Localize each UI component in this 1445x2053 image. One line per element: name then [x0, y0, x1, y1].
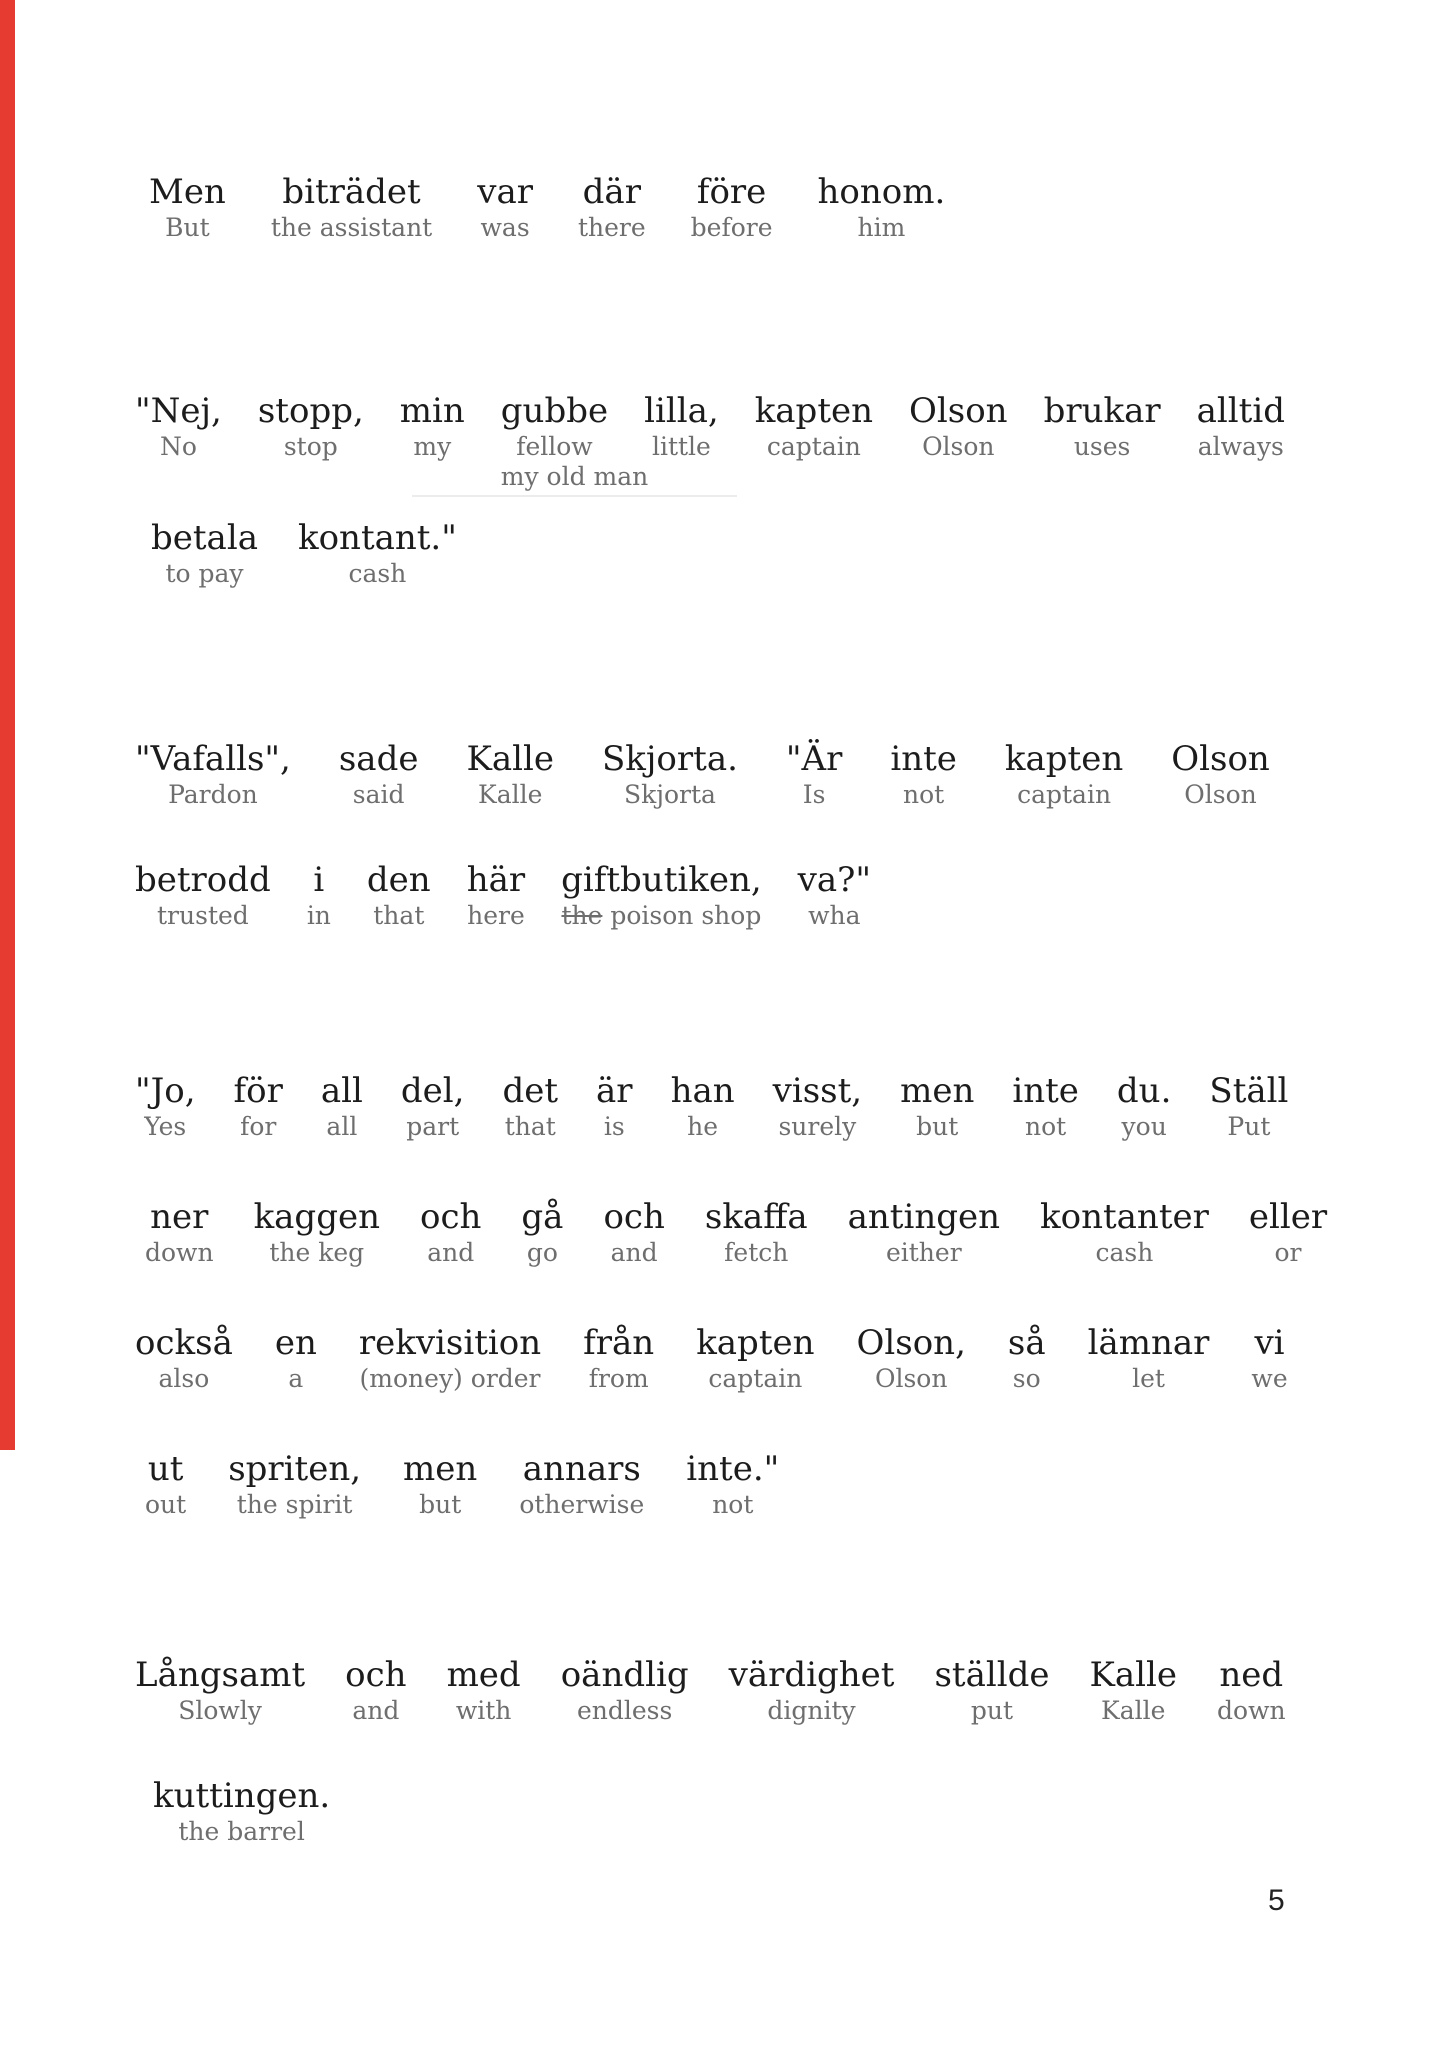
- gloss-word: a: [288, 1364, 304, 1393]
- word-pair: [671, 1071, 735, 1142]
- source-word: vi: [1254, 1323, 1285, 1363]
- word-pair: [1088, 1323, 1210, 1394]
- word-pair: [1249, 1197, 1327, 1268]
- word-pair: [1171, 739, 1270, 810]
- interlinear-line: [135, 1776, 1310, 1847]
- word-pair: [275, 1323, 317, 1394]
- source-word: men: [900, 1071, 975, 1111]
- word-pair: [786, 739, 842, 810]
- word-pair: [467, 860, 525, 931]
- word-pair: [502, 1071, 558, 1142]
- gloss-word: we: [1251, 1364, 1288, 1393]
- word-pair: [773, 1071, 862, 1142]
- source-word: alltid: [1196, 391, 1285, 431]
- source-word: inte: [1012, 1071, 1079, 1111]
- word-pair: [900, 1071, 974, 1142]
- gloss-word: uses: [1073, 432, 1131, 461]
- word-pair: [339, 739, 419, 810]
- source-word: Skjorta.: [602, 739, 738, 779]
- word-pair: [691, 172, 773, 243]
- source-word: "Nej,: [135, 391, 222, 431]
- gloss-word: fellow: [516, 432, 593, 461]
- source-word: Olson: [909, 391, 1008, 431]
- source-word: honom.: [817, 172, 946, 212]
- gloss-word: the keg: [269, 1238, 365, 1267]
- page-number: 5: [1268, 1884, 1285, 1917]
- gloss-word: that: [504, 1112, 556, 1141]
- source-word: min: [399, 391, 465, 431]
- source-word: med: [446, 1655, 521, 1695]
- word-pair: [729, 1655, 895, 1726]
- gloss-word: is: [603, 1112, 625, 1141]
- source-word: inte.": [686, 1449, 780, 1489]
- source-word: också: [135, 1323, 233, 1363]
- gloss-word: the assistant: [270, 213, 433, 242]
- gloss-word: was: [480, 213, 530, 242]
- word-pair: [521, 1197, 563, 1268]
- gloss-word: the spirit: [236, 1490, 353, 1519]
- gloss-word: Olson: [1184, 780, 1257, 809]
- source-word: brukar: [1043, 391, 1161, 431]
- gloss-word: part: [406, 1112, 460, 1141]
- source-word: där: [582, 172, 641, 212]
- gloss-word: wha: [808, 901, 861, 930]
- gloss-word: captain: [766, 432, 861, 461]
- gloss-word: before: [690, 213, 773, 242]
- source-word: här: [466, 860, 526, 900]
- gloss-word: or: [1274, 1238, 1302, 1267]
- gloss-word: otherwise: [519, 1490, 645, 1519]
- interlinear-line: [135, 518, 1310, 589]
- interlinear-line: [135, 860, 1310, 931]
- gloss-word: so: [1012, 1364, 1041, 1393]
- word-pair: [151, 518, 258, 589]
- source-word: Olson: [1171, 739, 1270, 779]
- source-word: biträdet: [282, 172, 421, 212]
- gloss-word: Kalle: [1101, 1696, 1166, 1725]
- gloss-word: go: [526, 1238, 558, 1267]
- source-word: värdighet: [728, 1655, 895, 1695]
- source-word: "Är: [785, 739, 843, 779]
- word-pair: [149, 172, 226, 243]
- gloss-word: always: [1197, 432, 1284, 461]
- source-word: stopp,: [257, 391, 364, 431]
- word-pair: [145, 1449, 186, 1520]
- source-word: rekvisition: [358, 1323, 542, 1363]
- source-word: "Vafalls",: [135, 739, 291, 779]
- gloss-word: let: [1132, 1364, 1165, 1393]
- gloss-word: also: [158, 1364, 210, 1393]
- source-word: kontant.": [297, 518, 457, 558]
- gloss-word: from: [588, 1364, 649, 1393]
- source-word: kaggen: [253, 1197, 380, 1237]
- gloss-word: down: [1217, 1696, 1286, 1725]
- word-pair: [1251, 1323, 1287, 1394]
- source-word: gå: [521, 1197, 564, 1237]
- source-word: va?": [797, 860, 872, 900]
- word-pair: [400, 391, 465, 462]
- word-pair: [135, 860, 271, 931]
- word-pair: [367, 860, 431, 931]
- word-pair: [1217, 1655, 1286, 1726]
- gloss-word: But: [165, 213, 210, 242]
- gloss-word: Put: [1227, 1112, 1271, 1141]
- source-word: så: [1007, 1323, 1046, 1363]
- source-word: oändlig: [560, 1655, 689, 1695]
- gloss-word: down: [145, 1238, 214, 1267]
- source-word: och: [345, 1655, 407, 1695]
- word-pair: [447, 1655, 521, 1726]
- gloss-word: said: [352, 780, 405, 809]
- gloss-word: in: [306, 901, 331, 930]
- interlinear-line: [135, 1449, 1310, 1520]
- gloss-word: little: [651, 432, 711, 461]
- source-word: betala: [151, 518, 258, 558]
- interlinear-text: [135, 172, 1328, 1847]
- source-word: ut: [147, 1449, 184, 1489]
- gloss-word: but: [419, 1490, 462, 1519]
- gloss-word: for: [240, 1112, 277, 1141]
- word-pair: [909, 391, 1008, 462]
- gloss-word: cash: [1095, 1238, 1154, 1267]
- gloss-word: he: [687, 1112, 719, 1141]
- word-pair: [561, 860, 762, 931]
- interlinear-line: [135, 1071, 1310, 1142]
- source-word: du.: [1116, 1071, 1172, 1111]
- word-pair: [603, 1197, 664, 1268]
- interlinear-line: [135, 739, 1310, 810]
- source-word: och: [419, 1197, 482, 1237]
- source-word: betrodd: [135, 860, 271, 900]
- gloss-word: that: [373, 901, 425, 930]
- gloss-word: Slowly: [178, 1696, 262, 1725]
- word-pair: [271, 172, 432, 243]
- word-pair: [755, 391, 873, 462]
- source-word: är: [596, 1071, 633, 1111]
- gloss-word: Pardon: [168, 780, 258, 809]
- interlinear-line: [135, 391, 1310, 498]
- word-pair: [228, 1449, 361, 1520]
- word-pair: [298, 518, 457, 589]
- source-word: sade: [338, 739, 419, 779]
- word-pair: [321, 1071, 363, 1142]
- source-word: men: [403, 1449, 478, 1489]
- gloss-word: and: [427, 1238, 475, 1267]
- word-pair: [145, 1197, 214, 1268]
- word-pair: [561, 1655, 689, 1726]
- word-pair: [307, 860, 331, 931]
- gloss-word: Kalle: [478, 780, 543, 809]
- word-pair: [934, 1655, 1049, 1726]
- source-word: Ställ: [1209, 1071, 1289, 1111]
- struck-gloss-word: the: [561, 901, 603, 930]
- word-pair: [420, 1197, 481, 1268]
- gloss-word: you: [1121, 1112, 1167, 1141]
- source-word: antingen: [847, 1197, 1001, 1237]
- source-word: Men: [149, 172, 226, 212]
- gloss-word: there: [577, 213, 646, 242]
- source-word: kontanter: [1040, 1197, 1209, 1237]
- source-word: Kalle: [466, 739, 554, 779]
- word-pair: [153, 1776, 330, 1847]
- source-word: kapten: [1004, 739, 1124, 779]
- gloss-word: either: [885, 1238, 962, 1267]
- gloss-word: out: [145, 1490, 187, 1519]
- source-word: kapten: [754, 391, 874, 431]
- interlinear-line: [135, 1197, 1328, 1268]
- gloss-word: my: [413, 432, 452, 461]
- word-pair: [890, 739, 957, 810]
- gloss-word: here: [467, 901, 525, 930]
- word-pair: [135, 1655, 305, 1726]
- source-word: i: [313, 860, 325, 900]
- word-pair: [1005, 739, 1123, 810]
- source-word: den: [366, 860, 431, 900]
- gloss-word: trusted: [157, 901, 249, 930]
- source-word: var: [477, 172, 533, 212]
- source-word: det: [502, 1071, 559, 1111]
- source-word: lämnar: [1087, 1323, 1210, 1363]
- word-pair: [1012, 1071, 1079, 1142]
- source-word: del,: [400, 1071, 465, 1111]
- source-word: lilla,: [644, 391, 719, 431]
- gloss-word: captain: [1017, 780, 1112, 809]
- word-pair: [135, 391, 222, 462]
- gloss-word: endless: [576, 1696, 673, 1725]
- word-pair: [359, 1323, 541, 1394]
- word-pair: [1044, 391, 1161, 462]
- gloss-word: put: [970, 1696, 1014, 1725]
- interlinear-line: [135, 1323, 1310, 1394]
- source-word: gubbe: [500, 391, 609, 431]
- source-word: från: [583, 1323, 655, 1363]
- gloss-word: the barrel: [178, 1817, 305, 1846]
- word-pair: [401, 1071, 465, 1142]
- word-pair: [135, 1323, 233, 1394]
- word-pair: [501, 391, 608, 462]
- source-word: kapten: [696, 1323, 815, 1363]
- source-word: kuttingen.: [153, 1776, 331, 1816]
- word-pair: [818, 172, 946, 243]
- gloss-word: with: [455, 1696, 512, 1725]
- word-pair: [1089, 1655, 1177, 1726]
- word-pair: [519, 1449, 644, 1520]
- word-pair: [345, 1655, 406, 1726]
- gloss-word: to pay: [165, 559, 244, 588]
- interlinear-line: [135, 172, 1310, 243]
- idiom-gloss: my old man: [412, 462, 737, 497]
- word-pair: [578, 172, 646, 243]
- word-pair: [254, 1197, 380, 1268]
- word-pair: [686, 1449, 779, 1520]
- gloss-word: not: [903, 780, 945, 809]
- word-pair: [466, 739, 554, 810]
- source-word: ned: [1219, 1655, 1284, 1695]
- word-pair: [258, 391, 364, 462]
- source-word: Olson,: [856, 1323, 966, 1363]
- word-pair: [234, 1071, 283, 1142]
- source-word: Långsamt: [135, 1655, 306, 1695]
- word-pair: [705, 1197, 808, 1268]
- word-pair: [644, 391, 719, 462]
- gloss-word: not: [1025, 1112, 1067, 1141]
- interlinear-line: [135, 1655, 1310, 1726]
- source-word: skaffa: [704, 1197, 808, 1237]
- gloss-word: and: [610, 1238, 658, 1267]
- source-word: ställde: [934, 1655, 1050, 1695]
- gloss-word: surely: [778, 1112, 857, 1141]
- gloss-word: cash: [348, 559, 407, 588]
- gloss-word: all: [326, 1112, 358, 1141]
- gloss-word: Yes: [144, 1112, 187, 1141]
- word-pair: [1008, 1323, 1046, 1394]
- source-word: för: [233, 1071, 283, 1111]
- gloss-word: but: [916, 1112, 959, 1141]
- source-word: "Jo,: [135, 1071, 196, 1111]
- word-pair: [583, 1323, 654, 1394]
- gloss-word: and: [352, 1696, 400, 1725]
- gloss-word: the poison shop: [561, 901, 762, 930]
- word-pair: [135, 1071, 196, 1142]
- word-pair: [403, 1449, 477, 1520]
- reading-progress-bar: [0, 0, 15, 1450]
- word-pair: [848, 1197, 1000, 1268]
- gloss-word: captain: [708, 1364, 803, 1393]
- source-word: ner: [150, 1197, 209, 1237]
- source-word: och: [603, 1197, 665, 1237]
- gloss-word: (money) order: [359, 1364, 541, 1393]
- word-pair: [1209, 1071, 1288, 1142]
- source-word: eller: [1248, 1197, 1328, 1237]
- source-word: Kalle: [1089, 1655, 1178, 1695]
- gloss-word: stop: [283, 432, 338, 461]
- word-pair: [1197, 391, 1285, 462]
- gloss-word: dignity: [767, 1696, 856, 1725]
- source-word: före: [696, 172, 767, 212]
- word-pair: [1040, 1197, 1209, 1268]
- source-word: giftbutiken,: [561, 860, 762, 900]
- source-word: en: [274, 1323, 317, 1363]
- word-pair: [1117, 1071, 1171, 1142]
- gloss-word: No: [159, 432, 197, 461]
- gloss-word: him: [857, 213, 906, 242]
- word-pair: [596, 1071, 633, 1142]
- gloss-word: Skjorta: [623, 780, 716, 809]
- word-pair: [696, 1323, 814, 1394]
- gloss-word: Olson: [922, 432, 995, 461]
- gloss-word: fetch: [724, 1238, 789, 1267]
- source-word: visst,: [772, 1071, 863, 1111]
- source-word: all: [320, 1071, 363, 1111]
- word-pair: [602, 739, 738, 810]
- source-word: han: [670, 1071, 735, 1111]
- word-pair: [857, 1323, 966, 1394]
- gloss-word: not: [712, 1490, 754, 1519]
- source-word: inte: [890, 739, 957, 779]
- word-pair: [798, 860, 871, 931]
- word-pair: [135, 739, 291, 810]
- gloss-word: Is: [802, 780, 826, 809]
- source-word: spriten,: [228, 1449, 362, 1489]
- word-pair: [477, 172, 533, 243]
- gloss-word: Olson: [874, 1364, 948, 1393]
- source-word: annars: [522, 1449, 641, 1489]
